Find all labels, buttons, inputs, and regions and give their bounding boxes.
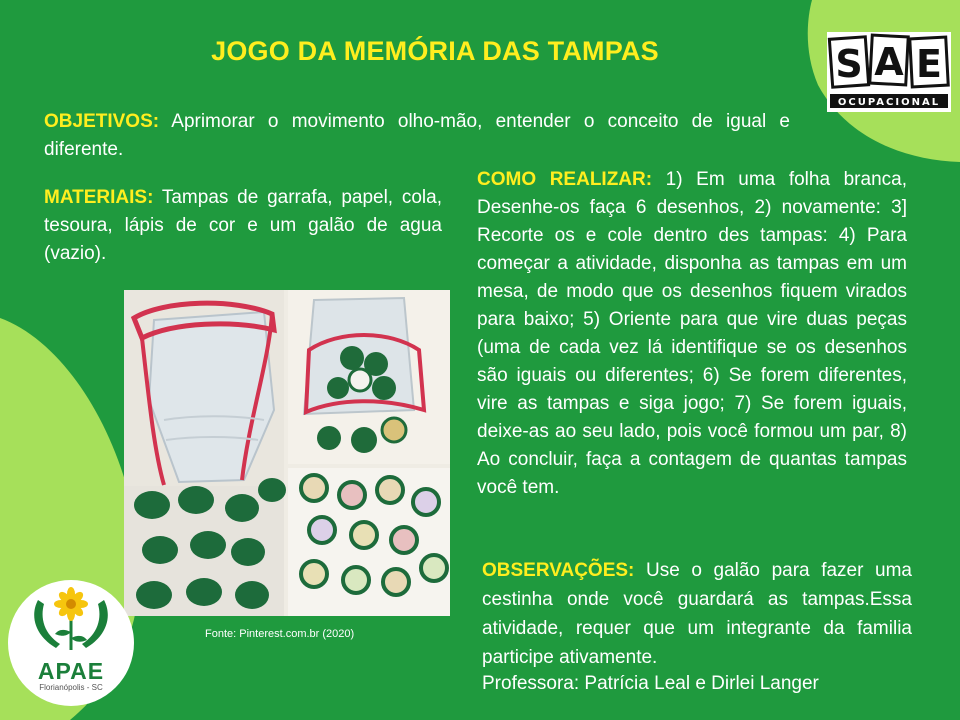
materiais-paragraph bbox=[44, 184, 442, 268]
como-realizar-text: 1) Em uma folha branca, Desenhe-os faça 6 desenhos, 2) novamente: 3] Recorte os e cole dentro des tampas: 4) Para começar a atividade, disponha as tampas em um mesa, de modo que os desenhos fiquem virados para baixo; 5) Oriente para que vire duas peças (uma de cada vez lá identifique se os desenhos são iguais ou diferentes; 6) Se forem diferentes, vire as tampas e siga jogo; 7) Se forem iguais, deixe-as ao seu lado, pois você formou um par, 8) Ao concluir, faça a contagem de quantas tampas você tem. bbox=[477, 169, 907, 498]
sae-letter-s: S bbox=[835, 42, 863, 86]
page-title: JOGO DA MEMÓRIA DAS TAMPAS bbox=[211, 36, 659, 66]
observacoes-label: OBSERVAÇÕES: bbox=[482, 560, 635, 581]
collage-illustration bbox=[124, 290, 450, 616]
observacoes-paragraph bbox=[482, 556, 912, 672]
sae-subtitle: OCUPACIONAL bbox=[837, 97, 941, 108]
photo-panel-open-caps bbox=[288, 468, 450, 616]
sae-letter-e: E bbox=[916, 42, 942, 86]
apae-city: Florianópolis - SC bbox=[39, 683, 103, 692]
professora-credit: Professora: Patrícia Leal e Dirlei Langer bbox=[482, 673, 819, 694]
sae-letter-a: A bbox=[874, 40, 904, 84]
activity-photo-collage bbox=[124, 290, 450, 616]
objetivos-text: Aprimorar o movimento olho-mão, entender o conceito de igual e diferente. bbox=[44, 111, 790, 160]
apae-emblem-icon bbox=[8, 580, 134, 660]
photo-panel-bottle-basket bbox=[124, 290, 284, 486]
observacoes-text: Use o galão para fazer uma cestinha onde você guardará as tampas.Essa atividade, requer que um integrante da familia participe ativamente. bbox=[482, 560, 912, 668]
photo-source-caption: Fonte: Pinterest.com.br (2020) bbox=[205, 628, 355, 640]
apae-wordmark: APAE bbox=[37, 658, 105, 684]
photo-panel-bottle-caps bbox=[288, 290, 450, 464]
objetivos-label: OBJETIVOS: bbox=[44, 111, 160, 132]
sae-logo bbox=[827, 32, 951, 112]
materiais-text: Tampas de garrafa, papel, cola, tesoura, lápis de cor e um galão de agua (vazio). bbox=[44, 187, 442, 264]
como-realizar-label: COMO REALIZAR: bbox=[477, 169, 653, 190]
como-realizar-paragraph bbox=[477, 166, 907, 502]
materiais-label: MATERIAIS: bbox=[44, 187, 154, 208]
objetivos-paragraph bbox=[44, 108, 790, 164]
apae-logo bbox=[8, 580, 134, 706]
photo-panel-closed-caps bbox=[124, 478, 286, 616]
